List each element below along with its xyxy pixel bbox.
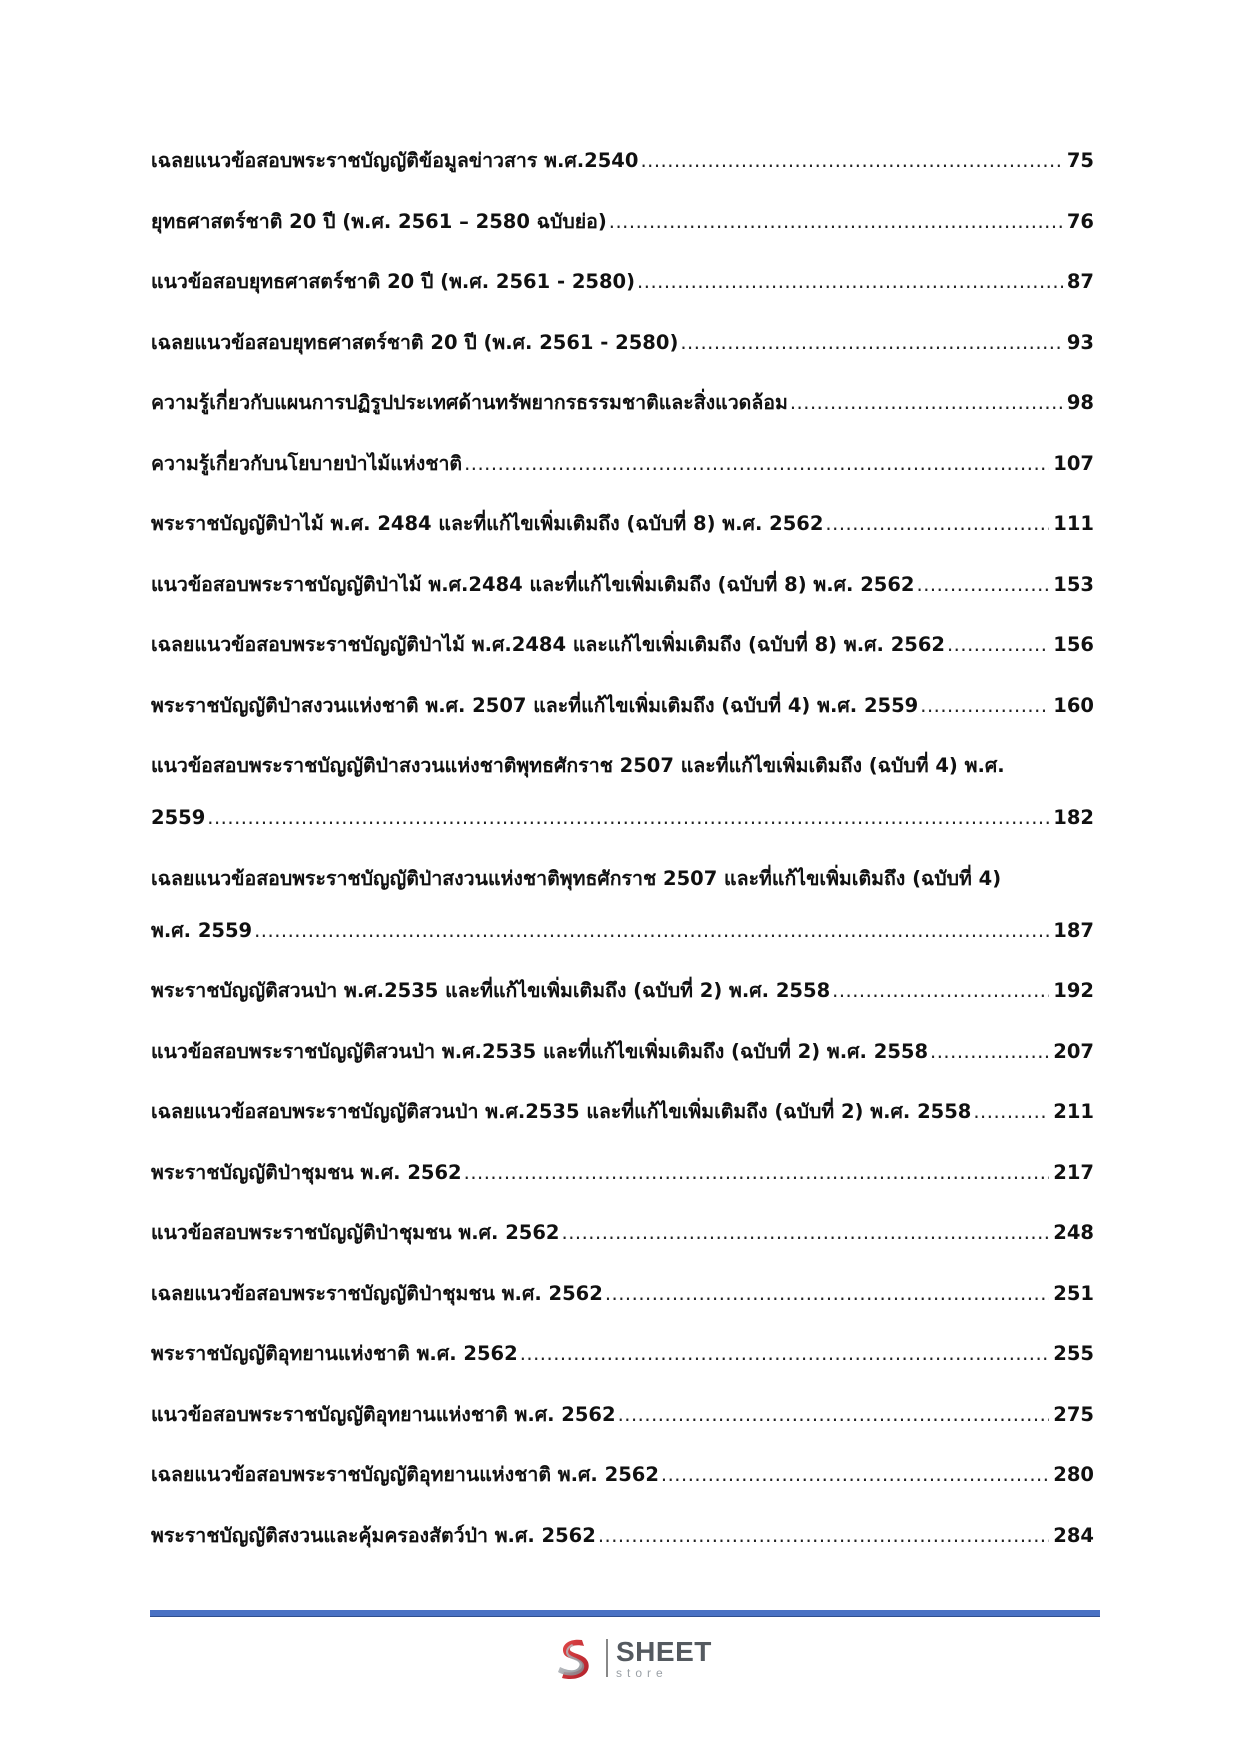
dot-leader — [562, 1218, 1050, 1248]
dot-leader — [605, 1279, 1049, 1309]
logo-text — [616, 1635, 712, 1680]
toc-entry-title: เฉลยแนวข้อสอบยุทธศาสตร์ชาติ 20 ปี (พ.ศ. 2561 - 2580) — [151, 330, 679, 354]
toc-entry-title: ความรู้เกี่ยวกับแผนการปฏิรูปประเทศด้านทรัพยากรธรรมชาติและสิ่งแวดล้อม — [151, 391, 788, 414]
toc-entry-line — [151, 570, 1094, 600]
dot-leader — [832, 976, 1049, 1006]
toc-entry[interactable] — [151, 1097, 1094, 1127]
toc-entry[interactable] — [151, 1521, 1094, 1551]
toc-entry[interactable] — [151, 207, 1094, 237]
dot-leader — [464, 1158, 1050, 1188]
toc-page-number: 182 — [1053, 806, 1094, 829]
toc-entry-title: แนวข้อสอบพระราชบัญญัติป่าไม้ พ.ศ.2484 และที่แก้ไขเพิ่มเติมถึง (ฉบับที่ 8) พ.ศ. 2562 — [151, 572, 915, 596]
toc-page-number: 107 — [1053, 451, 1094, 475]
toc-entry[interactable] — [151, 976, 1094, 1006]
logo-separator — [606, 1639, 608, 1677]
toc-entry[interactable] — [151, 864, 1094, 946]
toc-entry[interactable] — [151, 449, 1094, 479]
toc-entry[interactable] — [151, 1460, 1094, 1490]
toc-entry[interactable] — [151, 1158, 1094, 1188]
toc-page-number: 76 — [1066, 209, 1094, 233]
toc-entry[interactable] — [151, 1400, 1094, 1430]
toc-entry-title: พระราชบัญญัติป่าสงวนแห่งชาติ พ.ศ. 2507 และที่แก้ไขเพิ่มเติมถึง (ฉบับที่ 4) พ.ศ. 2559 — [151, 693, 919, 717]
dot-leader — [920, 691, 1049, 721]
toc-entry-title: แนวข้อสอบยุทธศาสตร์ชาติ 20 ปี (พ.ศ. 2561 - 2580) — [151, 270, 636, 293]
toc-entry-line — [151, 1218, 1094, 1248]
toc-entry-line — [151, 1279, 1094, 1309]
dot-leader — [661, 1460, 1049, 1490]
dot-leader — [637, 267, 1063, 297]
dot-leader — [609, 207, 1063, 237]
toc-entry[interactable] — [151, 1218, 1094, 1248]
dot-leader — [790, 388, 1063, 418]
toc-entry[interactable] — [151, 267, 1094, 297]
toc-entry-line — [151, 1339, 1094, 1369]
toc-page-number: 284 — [1053, 1523, 1094, 1547]
toc-entry-line — [151, 630, 1094, 660]
toc-entry-title: เฉลยแนวข้อสอบพระราชบัญญัติข้อมูลข่าวสาร พ.ศ.2540 — [151, 149, 639, 172]
toc-entry-title-continued: 2559 — [151, 806, 206, 829]
toc-page-number: 248 — [1053, 1221, 1094, 1244]
toc-entry-line — [151, 146, 1094, 176]
sheet-store-s-logo-icon — [552, 1634, 600, 1682]
toc-entry-title: พระราชบัญญัติสงวนและคุ้มครองสัตว์ป่า พ.ศ. 2562 — [151, 1523, 596, 1547]
dot-leader — [917, 570, 1050, 600]
toc-entry[interactable] — [151, 570, 1094, 600]
toc-page-number: 207 — [1053, 1039, 1094, 1063]
toc-entry-line — [151, 267, 1094, 297]
toc-entry-title-continued: พ.ศ. 2559 — [151, 918, 253, 942]
dot-leader — [598, 1521, 1049, 1551]
logo-word: SHEET — [616, 1635, 712, 1667]
toc-page-number: 153 — [1053, 572, 1094, 596]
dot-leader — [825, 509, 1049, 539]
toc-entry-title: พระราชบัญญัติสวนป่า พ.ศ.2535 และที่แก้ไขเพิ่มเติมถึง (ฉบับที่ 2) พ.ศ. 2558 — [151, 979, 831, 1002]
toc-entry-title: เฉลยแนวข้อสอบพระราชบัญญัติป่าสงวนแห่งชาติพุทธศักราช 2507 และที่แก้ไขเพิ่มเติมถึง (ฉบับที่ 4) — [151, 866, 1002, 890]
toc-page-number: 275 — [1053, 1402, 1094, 1426]
dot-leader — [680, 328, 1063, 358]
toc-entry-line — [151, 1521, 1094, 1551]
toc-entry-title: แนวข้อสอบพระราชบัญญัติอุทยานแห่งชาติ พ.ศ. 2562 — [151, 1402, 616, 1426]
toc-entry[interactable] — [151, 146, 1094, 176]
toc-entry-line — [151, 1097, 1094, 1127]
toc-entry-line — [151, 1037, 1094, 1067]
toc-entry-line — [151, 449, 1094, 479]
toc-entry[interactable] — [151, 1339, 1094, 1369]
toc-entry-line — [151, 1158, 1094, 1188]
toc-entry-title: เฉลยแนวข้อสอบพระราชบัญญัติป่าไม้ พ.ศ.2484 และแก้ไขเพิ่มเติมถึง (ฉบับที่ 8) พ.ศ. 2562 — [151, 633, 945, 656]
toc-entry-title: เฉลยแนวข้อสอบพระราชบัญญัติป่าชุมชน พ.ศ. 2562 — [151, 1281, 603, 1305]
toc-page-number: 111 — [1053, 512, 1094, 535]
toc-page-number: 75 — [1066, 149, 1094, 172]
toc-page-number: 211 — [1053, 1100, 1094, 1123]
toc-entry[interactable] — [151, 751, 1094, 833]
toc-entry-title: แนวข้อสอบพระราชบัญญัติป่าสงวนแห่งชาติพุทธศักราช 2507 และที่แก้ไขเพิ่มเติมถึง (ฉบับที่ 4) พ.ศ. — [151, 754, 1005, 777]
toc-entry-line — [151, 803, 1094, 833]
toc-page-number: 87 — [1066, 270, 1094, 293]
toc-entry-title: ความรู้เกี่ยวกับนโยบายป่าไม้แห่งชาติ — [151, 451, 463, 475]
dot-leader — [973, 1097, 1049, 1127]
toc-page-number: 251 — [1053, 1281, 1094, 1305]
toc-entry-line — [151, 691, 1094, 721]
logo-subword: store — [616, 1665, 668, 1680]
toc-entry[interactable] — [151, 1037, 1094, 1067]
dot-leader — [254, 916, 1049, 946]
toc-entry-title: เฉลยแนวข้อสอบพระราชบัญญัติอุทยานแห่งชาติ พ.ศ. 2562 — [151, 1463, 659, 1486]
table-of-contents — [151, 146, 1094, 1581]
footer-divider — [150, 1610, 1100, 1617]
toc-page-number: 98 — [1066, 391, 1094, 414]
toc-entry-line — [151, 509, 1094, 539]
toc-entry-title: ยุทธศาสตร์ชาติ 20 ปี (พ.ศ. 2561 – 2580 ฉบับย่อ) — [151, 209, 607, 233]
toc-entry[interactable] — [151, 1279, 1094, 1309]
toc-entry-line — [151, 916, 1094, 946]
toc-page-number: 187 — [1053, 918, 1094, 942]
toc-entry-title: พระราชบัญญัติอุทยานแห่งชาติ พ.ศ. 2562 — [151, 1342, 518, 1365]
toc-page-number: 192 — [1053, 979, 1094, 1002]
toc-page-number: 255 — [1053, 1342, 1094, 1365]
toc-entry-title: เฉลยแนวข้อสอบพระราชบัญญัติสวนป่า พ.ศ.2535 และที่แก้ไขเพิ่มเติมถึง (ฉบับที่ 2) พ.ศ. 2558 — [151, 1100, 972, 1123]
toc-entry-line — [151, 328, 1094, 358]
dot-leader — [947, 630, 1049, 660]
toc-page-number: 93 — [1066, 330, 1094, 354]
dot-leader — [640, 146, 1062, 176]
toc-entry[interactable] — [151, 388, 1094, 418]
dot-leader — [618, 1400, 1050, 1430]
toc-entry-line — [151, 1460, 1094, 1490]
dot-leader — [464, 449, 1049, 479]
dot-leader — [520, 1339, 1050, 1369]
toc-entry-title: แนวข้อสอบพระราชบัญญัติป่าชุมชน พ.ศ. 2562 — [151, 1221, 560, 1244]
toc-entry-title: พระราชบัญญัติป่าไม้ พ.ศ. 2484 และที่แก้ไขเพิ่มเติมถึง (ฉบับที่ 8) พ.ศ. 2562 — [151, 512, 824, 535]
dot-leader — [207, 803, 1049, 833]
toc-entry-title: พระราชบัญญัติป่าชุมชน พ.ศ. 2562 — [151, 1160, 462, 1184]
toc-page-number: 280 — [1053, 1463, 1094, 1486]
toc-page-number: 160 — [1053, 693, 1094, 717]
toc-page-number: 156 — [1053, 633, 1094, 656]
toc-entry[interactable] — [151, 691, 1094, 721]
dot-leader — [930, 1037, 1049, 1067]
toc-entry-title: แนวข้อสอบพระราชบัญญัติสวนป่า พ.ศ.2535 และที่แก้ไขเพิ่มเติมถึง (ฉบับที่ 2) พ.ศ. 2558 — [151, 1039, 929, 1063]
sheet-store-logo — [552, 1632, 712, 1684]
toc-entry[interactable] — [151, 328, 1094, 358]
toc-entry[interactable] — [151, 630, 1094, 660]
toc-entry-line — [151, 976, 1094, 1006]
toc-entry-line — [151, 388, 1094, 418]
toc-page-number: 217 — [1053, 1160, 1094, 1184]
toc-entry-line — [151, 207, 1094, 237]
toc-entry-line — [151, 1400, 1094, 1430]
toc-entry[interactable] — [151, 509, 1094, 539]
